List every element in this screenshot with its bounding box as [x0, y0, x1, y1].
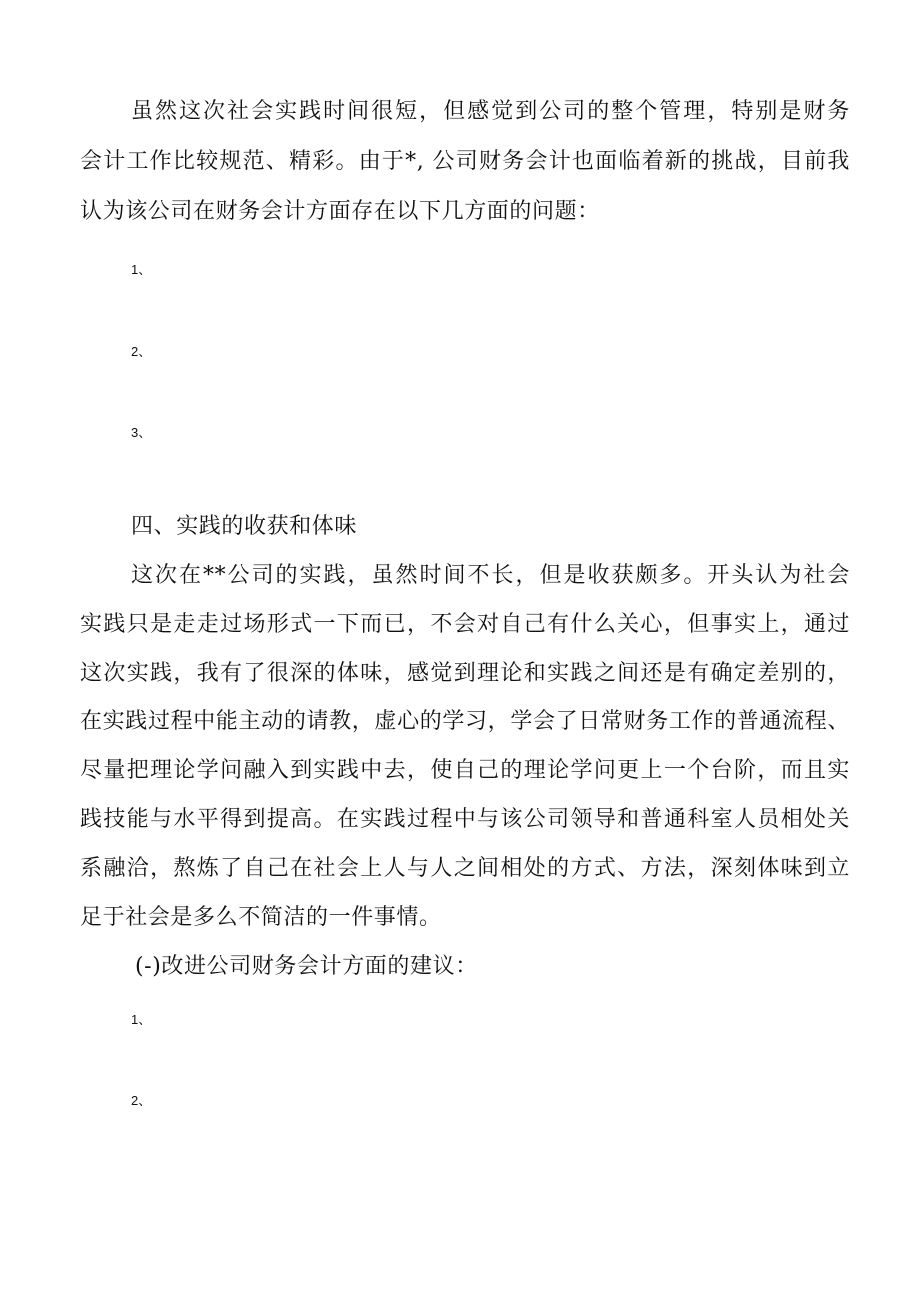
- section-heading: 四、实践的收获和体味: [131, 514, 358, 539]
- list-number: 2、: [131, 344, 152, 359]
- list-number: 3、: [131, 425, 152, 440]
- subsection-heading: (-)改进公司财务会计方面的建议：: [135, 954, 478, 979]
- list-number: 1、: [131, 1012, 152, 1027]
- paragraph-line: 尽量把理论学问融入到实践中去，使自己的理论学问更上一个台阶，而且实: [80, 758, 850, 783]
- paragraph-line: 这次实践，我有了很深的体味，感觉到理论和实践之间还是有确定差别的，: [80, 661, 850, 686]
- list-number: 1、: [131, 262, 152, 277]
- paragraph-line: 会计工作比较规范、精彩。由于*, 公司财务会计也面临着新的挑战，目前我: [80, 149, 850, 174]
- list-number: 2、: [131, 1093, 152, 1108]
- paragraph-line: 在实践过程中能主动的请教，虚心的学习，学会了日常财务工作的普通流程、: [80, 709, 850, 734]
- paragraph-line: 足于社会是多么不简洁的一件事情。: [80, 905, 442, 930]
- paragraph-line: 践技能与水平得到提高。在实践过程中与该公司领导和普通科室人员相处关: [80, 807, 850, 832]
- paragraph-line: 认为该公司在财务会计方面存在以下几方面的问题：: [80, 199, 600, 224]
- paragraph-line: 虽然这次社会实践时间很短，但感觉到公司的整个管理，特别是财务: [131, 99, 850, 124]
- paragraph-line: 系融洽，熬炼了自己在社会上人与人之间相处的方式、方法，深刻体味到立: [80, 856, 850, 881]
- paragraph-line: 这次在**公司的实践，虽然时间不长，但是收获颇多。开头认为社会: [131, 563, 850, 588]
- paragraph-line: 实践只是走走过场形式一下而已，不会对自己有什么关心，但事实上，通过: [80, 612, 850, 637]
